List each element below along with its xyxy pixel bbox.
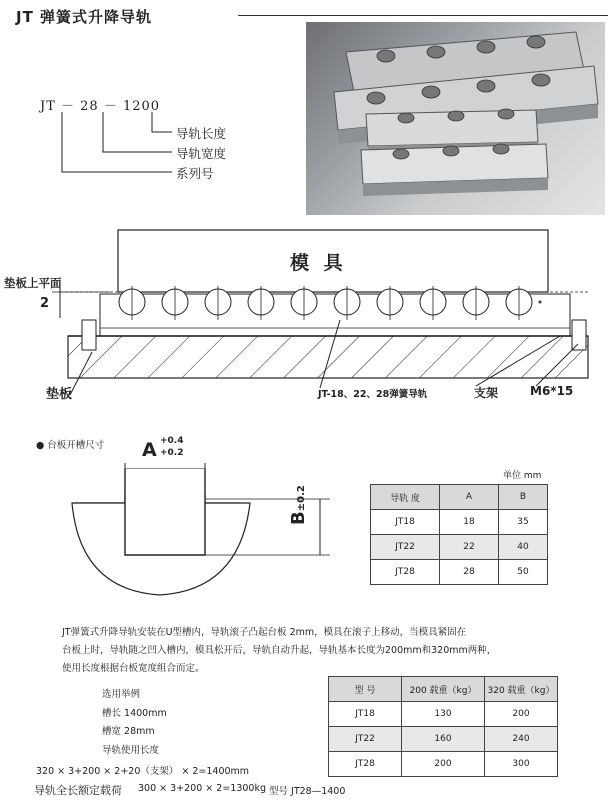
left-bracket <box>82 320 96 350</box>
table-cell: JT22 <box>371 535 440 560</box>
plate-top-label: 垫板上平面 <box>4 276 62 290</box>
table-cell: JT22 <box>329 727 402 752</box>
slot-a-tol-top: +0.4 <box>160 436 184 446</box>
table-row <box>329 727 558 752</box>
table-cell: 35 <box>499 510 548 535</box>
table-cell: JT28 <box>371 560 440 585</box>
table-row <box>371 560 548 585</box>
pad-label: 垫板 <box>46 387 73 402</box>
table-cell: 130 <box>402 702 485 727</box>
rail-type-label: JT-18、22、28弹簧导轨 <box>318 389 428 400</box>
table-cell: 200 <box>485 702 558 727</box>
table-row <box>329 752 558 777</box>
description-line-1: JT弹簧式升降导轨安装在U型槽内，导轨滚子凸起台板 2mm，模具在滚子上移动，当模具紧固在 <box>62 627 467 638</box>
table-row <box>371 535 548 560</box>
rail-rollers <box>119 289 541 315</box>
code-leader-lines <box>40 110 180 185</box>
example-slot-width: 槽宽 28mm <box>102 726 155 737</box>
legend-series: 系列号 <box>176 166 214 181</box>
page-title: JT 弹簧式升降导轨 <box>16 6 158 27</box>
example-title: 选用举例 <box>102 689 141 700</box>
description-line-2: 台板上时，导轨随之凹入槽内，模具松开后，导轨自动升起，导轨基本长度为200mm和320mm两种， <box>62 645 497 656</box>
slot-a-label: A <box>142 439 157 461</box>
slot-cut <box>125 469 205 555</box>
base-plate <box>68 336 588 378</box>
bracket-label: 支架 <box>474 386 499 400</box>
dimension-2-label: 2 <box>40 296 50 311</box>
table-header: 型 号 <box>329 677 402 702</box>
screw-label: M6*15 <box>530 384 574 398</box>
table-cell: 200 <box>402 752 485 777</box>
load-table <box>328 676 558 777</box>
table-cell: JT18 <box>329 702 402 727</box>
model-code: JT － 28 － 1200 <box>40 99 161 114</box>
table-cell: 40 <box>499 535 548 560</box>
table-cell: JT28 <box>329 752 402 777</box>
table-cell: 240 <box>485 727 558 752</box>
table-header: 200 载重（kg） <box>402 677 485 702</box>
table-row <box>329 702 558 727</box>
table-header-row <box>329 677 558 702</box>
title-rule <box>238 15 608 16</box>
legend-width: 导轨宽度 <box>176 146 227 161</box>
table-cell: 28 <box>440 560 499 585</box>
table-cell: 300 <box>485 752 558 777</box>
table-cell: 22 <box>440 535 499 560</box>
slot-a-tol-bottom: +0.2 <box>160 448 184 458</box>
table-cell: 18 <box>440 510 499 535</box>
table-header: A <box>440 485 499 510</box>
table1-unit: 单位 mm <box>503 471 542 481</box>
description-line-3: 使用长度根据台板宽度组合而定。 <box>62 663 205 674</box>
table-cell: 50 <box>499 560 548 585</box>
table-header: 导轨 度 <box>371 485 440 510</box>
table-row <box>371 510 548 535</box>
table-header: 320 载重（kg） <box>485 677 558 702</box>
slot-b-label <box>288 485 309 525</box>
load-label: 导轨全长额定载荷 <box>34 784 122 797</box>
slot-b-tol: ±0.2 <box>296 485 307 512</box>
table-header: B <box>499 485 548 510</box>
rail-photo-illustration <box>306 22 605 215</box>
right-bracket <box>572 320 586 350</box>
legend-length: 导轨长度 <box>176 126 227 141</box>
slot-drawing <box>70 455 340 605</box>
example-rail-length: 导轨使用长度 <box>102 745 160 756</box>
table-cell: JT18 <box>371 510 440 535</box>
example-slot-length: 槽长 1400mm <box>102 708 167 719</box>
slot-caption: ● 台板开槽尺寸 <box>36 440 105 451</box>
model-example: 型号 JT28—1400 <box>269 786 346 797</box>
table-header-row <box>371 485 548 510</box>
slot-b-letter: B <box>288 511 309 525</box>
load-formula: 300 × 3+200 × 2=1300kg <box>138 783 266 794</box>
mold-label: 模 具 <box>290 252 347 274</box>
example-formula: 320 × 3+200 × 2+20（支架） × 2=1400mm <box>36 766 250 777</box>
table-cell: 160 <box>402 727 485 752</box>
product-photo <box>306 22 605 215</box>
dimension-table <box>370 484 548 585</box>
